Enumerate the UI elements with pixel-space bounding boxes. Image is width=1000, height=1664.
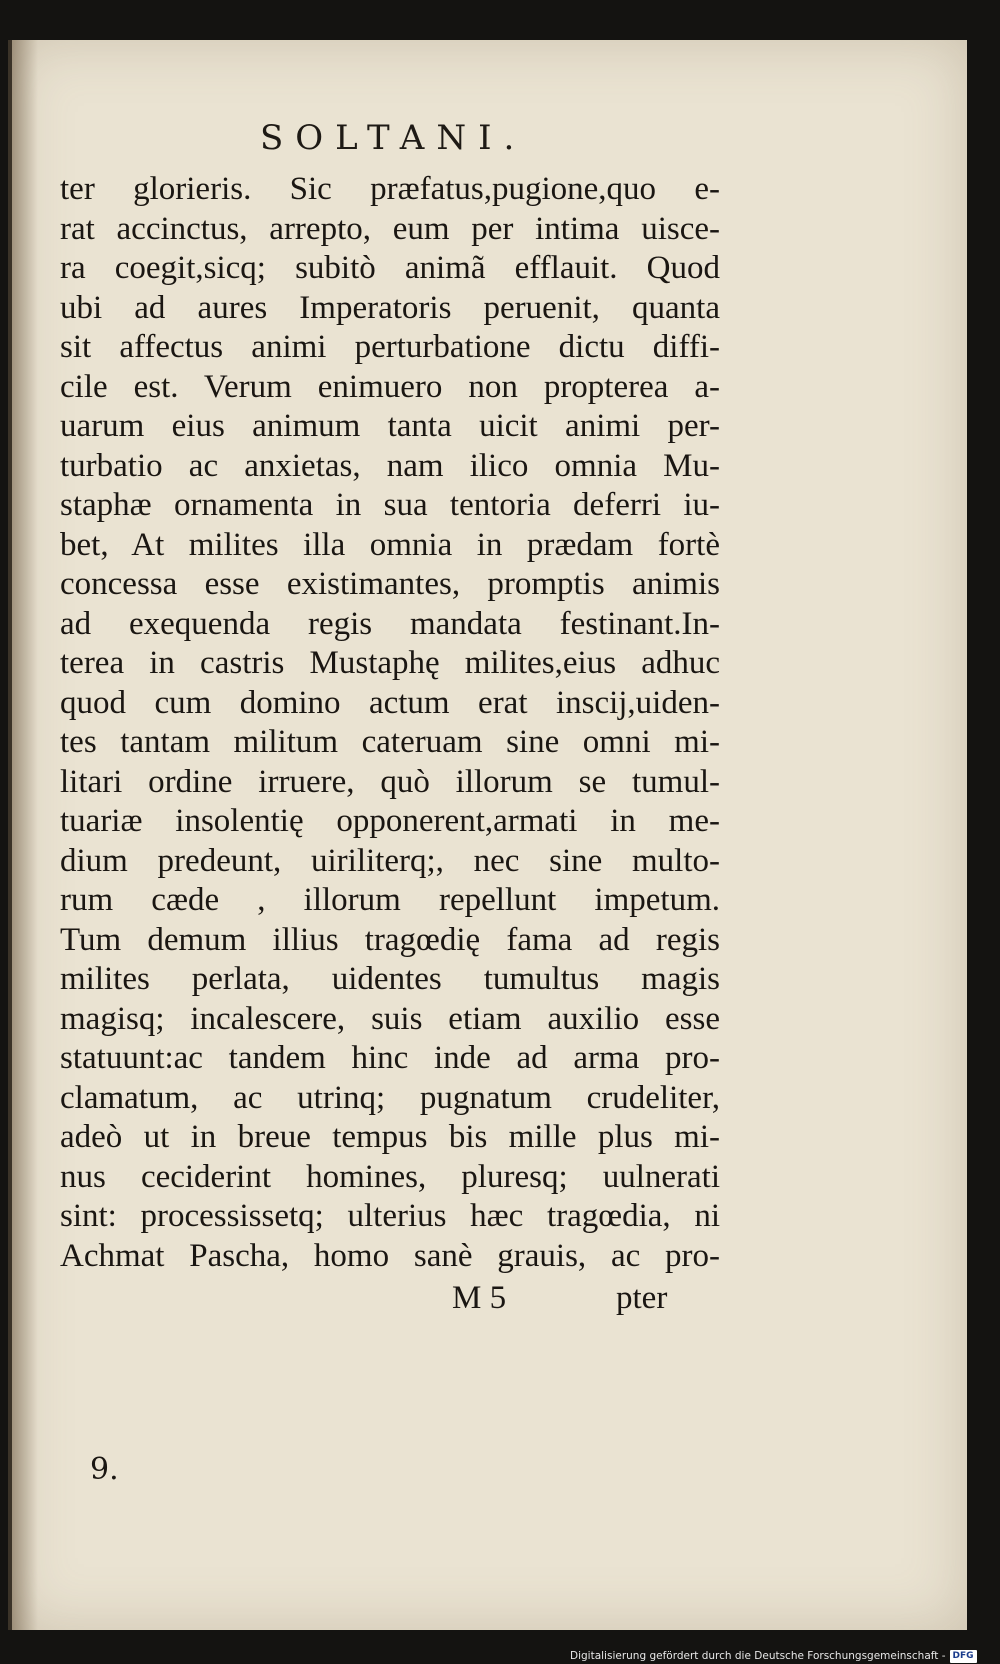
text-line: uarum eius animum tanta uicit animi per- (60, 408, 720, 444)
corner-mark: 9. (90, 1452, 119, 1487)
text-line: tes tantam militum cateruam sine omni mi- (60, 724, 720, 760)
text-line: adeò ut in breue tempus bis mille plus mi- (60, 1119, 720, 1155)
text-line: dium predeunt, uiriliterq;, nec sine multo- (60, 842, 720, 879)
text-line: ad exequenda regis mandata festinant.In- (60, 605, 720, 642)
text-line: rum cæde , illorum repellunt impetum. (60, 882, 720, 918)
body-text (60, 170, 720, 1276)
digitization-credit (570, 1648, 990, 1664)
running-head: SOLTANI. (260, 118, 527, 158)
text-line: concessa esse existimantes, promptis animis (60, 566, 720, 602)
text-line: cile est. Verum enimuero non propterea a- (60, 368, 720, 405)
text-line: Tum demum illius tragœdię fama ad regis (60, 921, 720, 958)
text-line: ter glorieris. Sic præfatus,pugione,quo e- (60, 171, 720, 207)
text-line: Achmat Pascha, homo sanè grauis, ac pro- (60, 1237, 720, 1274)
signature-mark: M 5 (452, 1280, 507, 1316)
text-line: turbatio ac anxietas, nam ilico omnia Mu- (60, 447, 720, 484)
text-line: rat accinctus, arrepto, eum per intima uisce- (60, 210, 720, 247)
text-line: ubi ad aures Imperatoris peruenit, quanta (60, 289, 720, 326)
text-line: statuunt:ac tandem hinc inde ad arma pro- (60, 1040, 720, 1076)
text-line: magisq; incalescere, suis etiam auxilio esse (60, 1000, 720, 1037)
text-line: ra coegit,sicq; subitò animã efflauit. Quod (60, 250, 720, 286)
text-line: tuariæ insolentię opponerent,armati in me- (60, 803, 720, 839)
text-line: sit affectus animi perturbatione dictu diffi- (60, 329, 720, 365)
text-line: staphæ ornamenta in sua tentoria deferri iu- (60, 487, 720, 523)
text-line: clamatum, ac utrinq; pugnatum crudeliter, (60, 1079, 720, 1116)
text-line: quod cum domino actum erat inscij,uiden- (60, 684, 720, 721)
text-line: terea in castris Mustaphę milites,eius adhuc (60, 645, 720, 681)
catchword: pter (616, 1280, 668, 1316)
text-line: bet, At milites illa omnia in prædam fortè (60, 526, 720, 563)
text-line: litari ordine irruere, quò illorum se tumul- (60, 763, 720, 800)
text-line: nus ceciderint homines, pluresq; uulnerati (60, 1158, 720, 1195)
text-line: sint: processissetq; ulterius hæc tragœdia, ni (60, 1198, 720, 1234)
credit-text: Digitalisierung gefördert durch die Deutsche Forschungsgemeinschaft - (570, 1650, 946, 1662)
text-line: milites perlata, uidentes tumultus magis (60, 961, 720, 997)
dfg-logo: DFG (950, 1650, 977, 1663)
